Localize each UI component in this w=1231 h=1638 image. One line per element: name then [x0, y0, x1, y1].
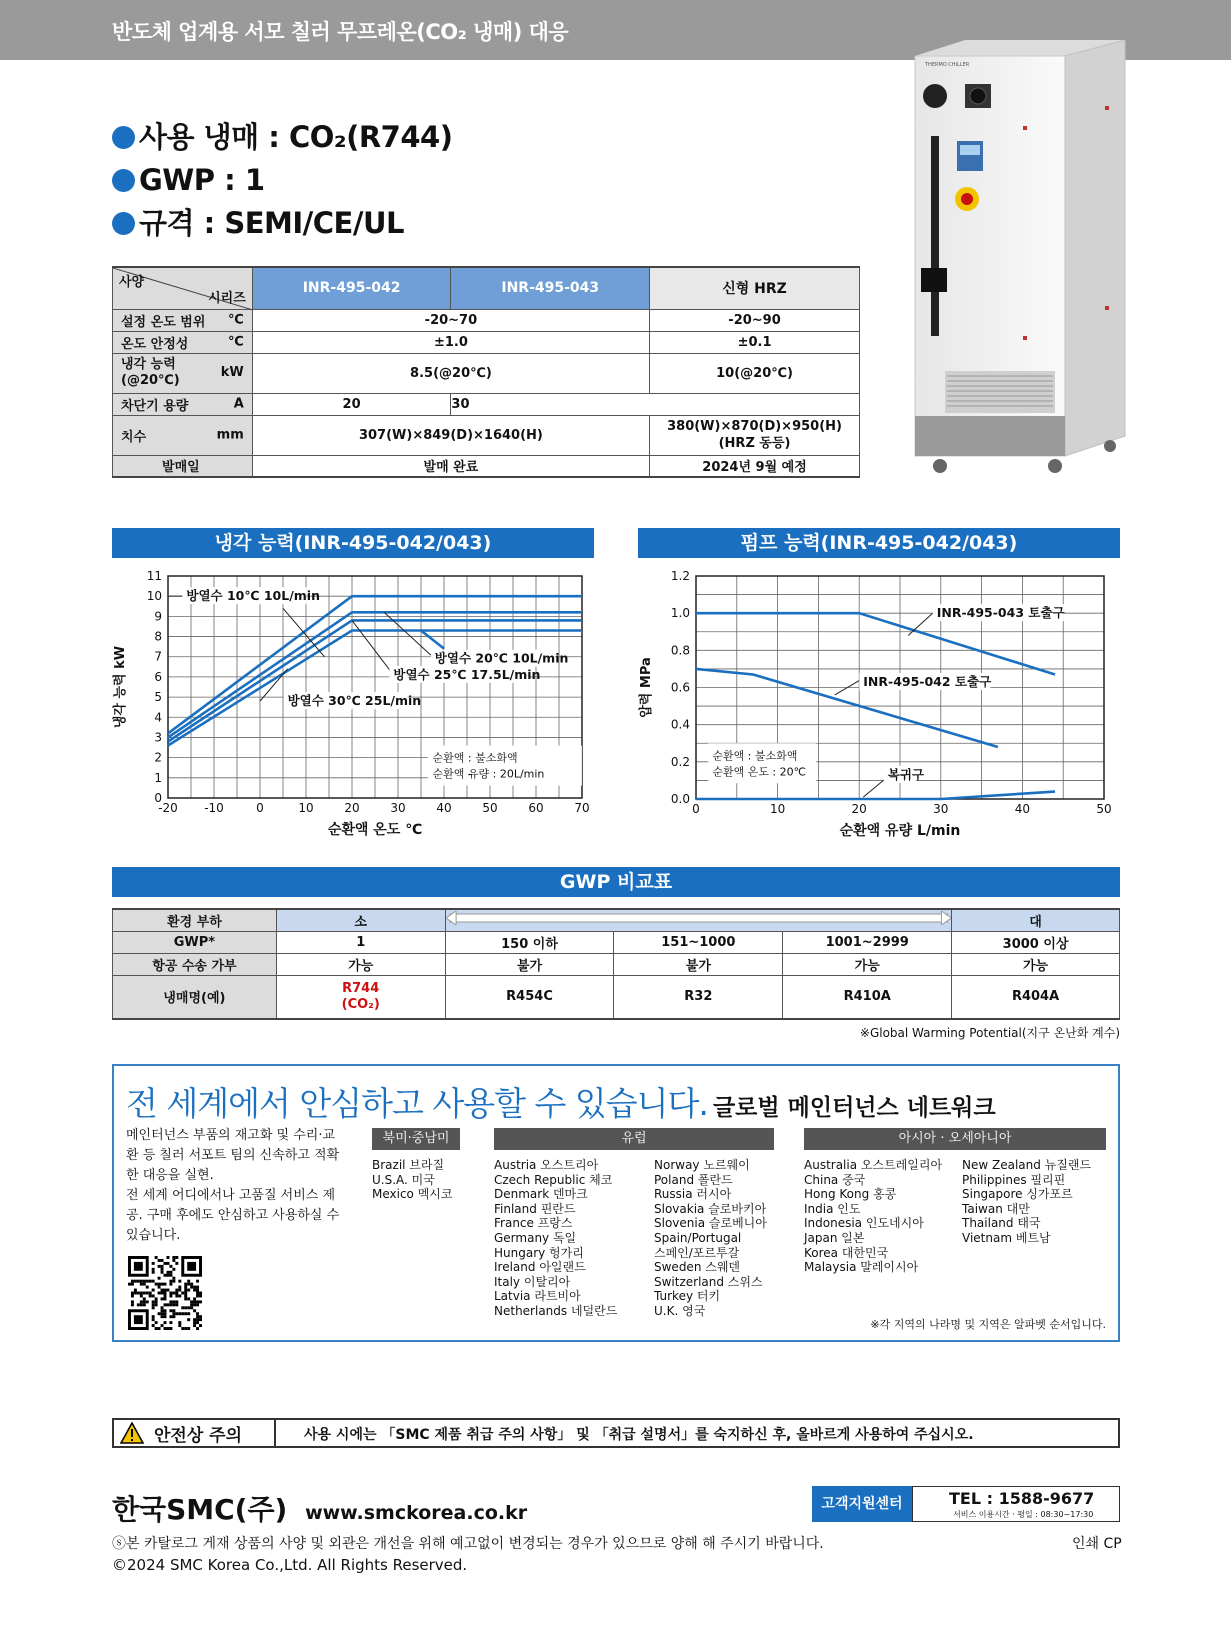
y-tick-label: 6 [154, 669, 162, 684]
country-item: U.K. 영국 [654, 1303, 706, 1318]
y-tick-label: 8 [154, 629, 162, 644]
row-unit: kW [220, 365, 244, 380]
series-label: INR-495-042 토출구 [863, 673, 992, 689]
maintenance-title-sub: 글로벌 메인터넌스 네트워크 [712, 1095, 996, 1121]
y-tick-label: 0.6 [670, 680, 690, 695]
cooling-chart [112, 528, 594, 848]
row-unit: ℃ [228, 334, 244, 350]
country-item: Thailand 태국 [962, 1216, 1041, 1231]
country-item: Finland 핀란드 [494, 1201, 576, 1216]
americas-country-list [372, 1158, 453, 1202]
safety-text: 사용 시에는 「SMC 제품 취급 주의 사항」 및 「취급 설명서」를 숙지하신 후, 올바르게 사용하여 주십시오. [304, 1427, 974, 1443]
country-item: New Zealand 뉴질랜드 [962, 1158, 1092, 1172]
country-item: Japan 일본 [804, 1230, 865, 1245]
x-tick-label: 0 [256, 801, 264, 815]
x-tick-label: 30 [390, 801, 406, 815]
col-header-043: INR-495-043 [451, 267, 650, 309]
gwp-table [112, 908, 1120, 1020]
company-url-link[interactable]: www.smckorea.co.kr [305, 1502, 528, 1524]
country-item: Denmark 덴마크 [494, 1187, 588, 1202]
row-label: 차단기 용량 [121, 398, 189, 414]
y-tick-label: 1.0 [670, 606, 690, 621]
country-item: Ireland 아일랜드 [494, 1260, 586, 1275]
gwp-label-air: 항공 수송 가부 [113, 953, 277, 975]
country-item: Slovakia 슬로바키아 [654, 1201, 767, 1216]
gwp-load-arrow [445, 909, 952, 931]
cooling-chart-title: 냉각 능력(INR-495-042/043) [112, 528, 594, 558]
asia-country-list-2 [962, 1158, 1091, 1246]
gwp-air-value: 가능 [952, 953, 1120, 975]
maintenance-title-main: 전 세계에서 안심하고 사용할 수 있습니다. [126, 1084, 708, 1123]
country-item: Switzerland 스위스 [654, 1274, 763, 1289]
row-label: 온도 안정성 [121, 336, 189, 352]
gwp-air-value: 가능 [276, 953, 445, 975]
desc-line: 있습니다. [126, 1228, 181, 1243]
corner-label-series: 시리즈 [208, 290, 246, 306]
cell-value: -20~90 [650, 309, 860, 331]
service-hours: 서비스 이용시간 · 평일 : 08:30~17:30 [953, 1510, 1094, 1519]
y-tick-label: 0.2 [670, 754, 690, 769]
cell-value: 2024년 9월 예정 [650, 455, 860, 477]
europe-country-list-2 [654, 1158, 767, 1319]
country-item: Latvia 라트비아 [494, 1289, 581, 1304]
panel-label: THERMO CHILLER [925, 62, 970, 68]
spec-row-dimensions [113, 415, 860, 455]
country-item: India 인도 [804, 1201, 861, 1216]
gwp-label-load: 환경 부하 [113, 909, 277, 931]
country-item: Turkey 터키 [654, 1289, 721, 1304]
leader-line [352, 620, 393, 674]
country-item: Korea 대한민국 [804, 1245, 889, 1260]
x-tick-label: 70 [574, 801, 590, 815]
country-item: Vietnam 베트남 [962, 1230, 1051, 1245]
bullet-standard: 규격 : SEMI/CE/UL [112, 202, 452, 245]
row-unit: mm [216, 427, 244, 443]
chiller-product-image [905, 36, 1135, 496]
country-item: Slovenia 슬로베니아 [654, 1216, 767, 1231]
country-item: Brazil 브라질 [372, 1158, 445, 1172]
row-unit: A [233, 396, 244, 412]
gwp-ref-r744: R744 [342, 980, 380, 996]
europe-country-list-1 [494, 1158, 617, 1319]
country-item: Indonesia 인도네시아 [804, 1216, 924, 1231]
country-item: Mexico 멕시코 [372, 1187, 453, 1202]
pump-chart-title: 펌프 능력(INR-495-042/043) [638, 528, 1120, 558]
y-tick-label: 2 [154, 750, 162, 765]
y-tick-label: 3 [154, 730, 162, 745]
company-name: 한국SMC(주) [112, 1493, 288, 1526]
cell-value: 발매 완료 [252, 455, 649, 477]
country-item: Germany 독일 [494, 1230, 577, 1245]
cell-value: 8.5(@20℃) [252, 353, 649, 393]
double-arrow-icon [446, 911, 952, 925]
chart-note: 순환액 온도 : 20℃ [712, 765, 807, 779]
x-tick-label: 10 [769, 802, 786, 816]
telephone-number[interactable]: TEL : 1588-9677 [949, 1489, 1095, 1508]
spec-row-breaker [113, 393, 860, 415]
telephone-box [912, 1486, 1120, 1522]
gwp-ref-value: R454C [445, 975, 614, 1019]
country-item: Austria 오스트리아 [494, 1158, 599, 1172]
series-label: 방열수 25℃ 17.5L/min [393, 666, 541, 682]
gwp-value: 3000 이상 [952, 931, 1120, 953]
y-tick-label: 0 [154, 791, 162, 805]
gwp-ref-co2: (CO₂) [341, 996, 380, 1012]
x-tick-label: 50 [1096, 802, 1112, 816]
spec-row-cooling [113, 353, 860, 393]
maintenance-network-box [112, 1064, 1120, 1342]
y-tick-label: 0.4 [670, 717, 690, 732]
region-europe-header: 유럽 [494, 1128, 774, 1150]
row-label: 발매일 [162, 460, 200, 476]
bullet-dot-icon [112, 169, 135, 192]
country-item: Russia 러시아 [654, 1187, 732, 1202]
x-tick-label: 0 [692, 802, 700, 816]
cell-value: 20 [252, 393, 451, 415]
y-tick-label: 4 [154, 710, 162, 725]
pump-chart-svg [638, 558, 1120, 848]
gwp-value: 1 [276, 931, 445, 953]
country-item: Singapore 싱가포르 [962, 1187, 1073, 1202]
country-item: Sweden 스웨덴 [654, 1260, 741, 1275]
col-header-042: INR-495-042 [252, 267, 451, 309]
y-tick-label: 7 [154, 649, 162, 664]
y-tick-label: 5 [154, 690, 162, 705]
series-line [421, 630, 444, 648]
headline-bullets [112, 116, 452, 245]
gwp-load-low: 소 [276, 909, 445, 931]
row-label-sub: (@20℃) [121, 373, 180, 388]
bullet-gwp: GWP : 1 [112, 159, 452, 202]
cooling-chart-svg [112, 558, 594, 848]
row-label: 냉각 능력 [121, 357, 176, 372]
gwp-footnote: ※Global Warming Potential(지구 온난화 계수) [859, 1026, 1120, 1040]
x-tick-label: 40 [436, 801, 452, 815]
bullet-refrigerant: 사용 냉매 : CO₂(R744) [112, 116, 452, 159]
desc-line: 전 세계 어디에서나 고품질 서비스 제 [126, 1188, 336, 1203]
country-item: Netherlands 네덜란드 [494, 1303, 618, 1318]
x-tick-label: 20 [344, 801, 360, 815]
country-item: U.S.A. 미국 [372, 1172, 435, 1187]
gwp-air-value: 불가 [614, 953, 783, 975]
company-block [112, 1488, 527, 1528]
cell-value-sub: (HRZ 동등) [718, 436, 791, 451]
spec-corner-cell [113, 267, 253, 309]
desc-line: 공. 구매 후에도 안심하고 사용하실 수 [126, 1208, 340, 1223]
x-tick-label: 20 [851, 802, 867, 816]
spec-table [112, 266, 860, 478]
x-tick-label: 10 [298, 801, 314, 815]
country-item: Hungary 헝가리 [494, 1245, 584, 1260]
row-label: 치수 [121, 429, 147, 445]
gwp-title: GWP 비교표 [112, 867, 1120, 897]
footer-print-code: 인쇄 CP [1072, 1536, 1122, 1552]
gwp-value: 151~1000 [614, 931, 783, 953]
col-header-hrz: 신형 HRZ [650, 267, 860, 309]
series-line [696, 613, 1055, 674]
country-item: Norway 노르웨이 [654, 1158, 750, 1172]
gwp-value: 1001~2999 [783, 931, 952, 953]
footer-notice: ⓢ본 카탈로그 게재 상품의 사양 및 외관은 개선을 위해 예고없이 변경되는 경우가 있으므로 양해 해 주시기 바랍니다. [112, 1536, 824, 1552]
chart-note: 순환액 : 불소화액 [432, 751, 518, 765]
y-tick-label: 11 [146, 569, 162, 583]
country-item: 스페인/포르투갈 [654, 1245, 740, 1260]
gwp-ref-value: R32 [614, 975, 783, 1019]
desc-line: 한 대응을 실현. [126, 1168, 214, 1183]
chart-note: 순환액 : 불소화액 [712, 749, 798, 763]
cell-value: 10(@20℃) [650, 353, 860, 393]
header-title: 반도체 업계용 서모 칠러 무프레온(CO₂ 냉매) 대응 [112, 20, 569, 44]
leader-line [283, 608, 324, 656]
footer-copyright: ©2024 SMC Korea Co.,Ltd. All Rights Reserved. [112, 1556, 468, 1574]
x-tick-label: -20 [158, 801, 178, 815]
y-tick-label: 1 [154, 770, 162, 785]
spec-row-temp-stability [113, 331, 860, 353]
cell-value: ±1.0 [252, 331, 649, 353]
country-item: Philippines 필리핀 [962, 1172, 1066, 1187]
country-item: Australia 오스트레일리아 [804, 1158, 943, 1172]
safety-label: 안전상 주의 [154, 1425, 243, 1446]
series-label: 방열수 20℃ 10L/min [434, 650, 569, 666]
gwp-air-value: 불가 [445, 953, 614, 975]
series-label: 방열수 10℃ 10L/min [186, 588, 321, 604]
spec-row-temp-range [113, 309, 860, 331]
country-item: Italy 이탈리아 [494, 1274, 571, 1289]
country-item: China 중국 [804, 1172, 866, 1187]
gwp-air-value: 가능 [783, 953, 952, 975]
y-tick-label: 10 [146, 589, 162, 604]
cell-value: -20~70 [252, 309, 649, 331]
helpdesk-label: 고객지원센터 [812, 1486, 912, 1522]
desc-line: 환 등 칠러 서포트 팀의 신속하고 적확 [126, 1148, 340, 1163]
series-label: INR-495-043 토출구 [936, 605, 1065, 621]
safety-label-cell [114, 1420, 276, 1446]
country-item: Hong Kong 홍콩 [804, 1187, 897, 1202]
maintenance-note: ※각 지역의 나라명 및 지역은 알파벳 순서입니다. [870, 1318, 1106, 1331]
x-tick-label: 40 [1014, 802, 1031, 816]
y-tick-label: 9 [154, 609, 162, 624]
y-axis-label: 압력 MPa [639, 657, 654, 718]
x-tick-label: -10 [204, 801, 224, 815]
cell-value: 307(W)×849(D)×1640(H) [252, 415, 649, 455]
country-item: France 프랑스 [494, 1216, 573, 1231]
pump-chart [638, 528, 1120, 848]
region-asia-header: 아시아 · 오세아니아 [804, 1128, 1106, 1150]
x-tick-label: 50 [482, 801, 498, 815]
desc-line: 메인터넌스 부품의 재고화 및 수리·교 [126, 1128, 336, 1143]
country-item: Poland 폴란드 [654, 1172, 733, 1187]
warning-triangle-icon [120, 1422, 144, 1444]
spec-row-release [113, 455, 860, 477]
row-unit: ℃ [228, 312, 244, 328]
x-axis-label: 순환액 온도 ℃ [327, 822, 423, 838]
x-tick-label: 30 [933, 802, 949, 816]
x-axis-label: 순환액 유량 L/min [839, 823, 961, 839]
chart-note: 순환액 유량 : 20L/min [432, 767, 545, 781]
region-americas-header: 북미·중남미 [372, 1128, 460, 1150]
gwp-ref-value: R410A [783, 975, 952, 1019]
x-tick-label: 60 [528, 801, 544, 815]
safety-notice [112, 1418, 1120, 1448]
gwp-load-high: 대 [952, 909, 1120, 931]
bullet-dot-icon [112, 126, 135, 149]
country-item: Spain/Portugal [654, 1230, 742, 1245]
cell-value: 30 [451, 393, 860, 415]
country-item: Czech Republic 체코 [494, 1172, 613, 1187]
cell-value: 380(W)×870(D)×950(H) [667, 419, 842, 434]
corner-label-spec: 사양 [119, 275, 145, 290]
series-label: 복귀구 [887, 766, 924, 782]
row-label: 설정 온도 범위 [121, 314, 206, 330]
cell-value: ±0.1 [650, 331, 860, 353]
gwp-label-refrigerant: 냉매명(예) [113, 975, 277, 1019]
y-tick-label: 0.0 [670, 792, 690, 806]
qr-code-icon [128, 1256, 202, 1330]
gwp-label-gwp: GWP* [113, 931, 277, 953]
bullet-dot-icon [112, 212, 135, 235]
maintenance-description [126, 1126, 366, 1246]
y-tick-label: 0.8 [670, 643, 690, 658]
country-item: Taiwan 대만 [962, 1201, 1030, 1216]
country-item: Malaysia 말레이시아 [804, 1260, 919, 1275]
y-axis-label: 냉각 능력 kW [113, 645, 128, 729]
gwp-value: 150 이하 [445, 931, 614, 953]
maintenance-title [126, 1078, 996, 1125]
y-tick-label: 1.2 [670, 569, 690, 583]
series-label: 방열수 30℃ 25L/min [287, 693, 422, 709]
series-line [696, 792, 1055, 799]
gwp-ref-value: R404A [952, 975, 1120, 1019]
asia-country-list-1 [804, 1158, 942, 1275]
